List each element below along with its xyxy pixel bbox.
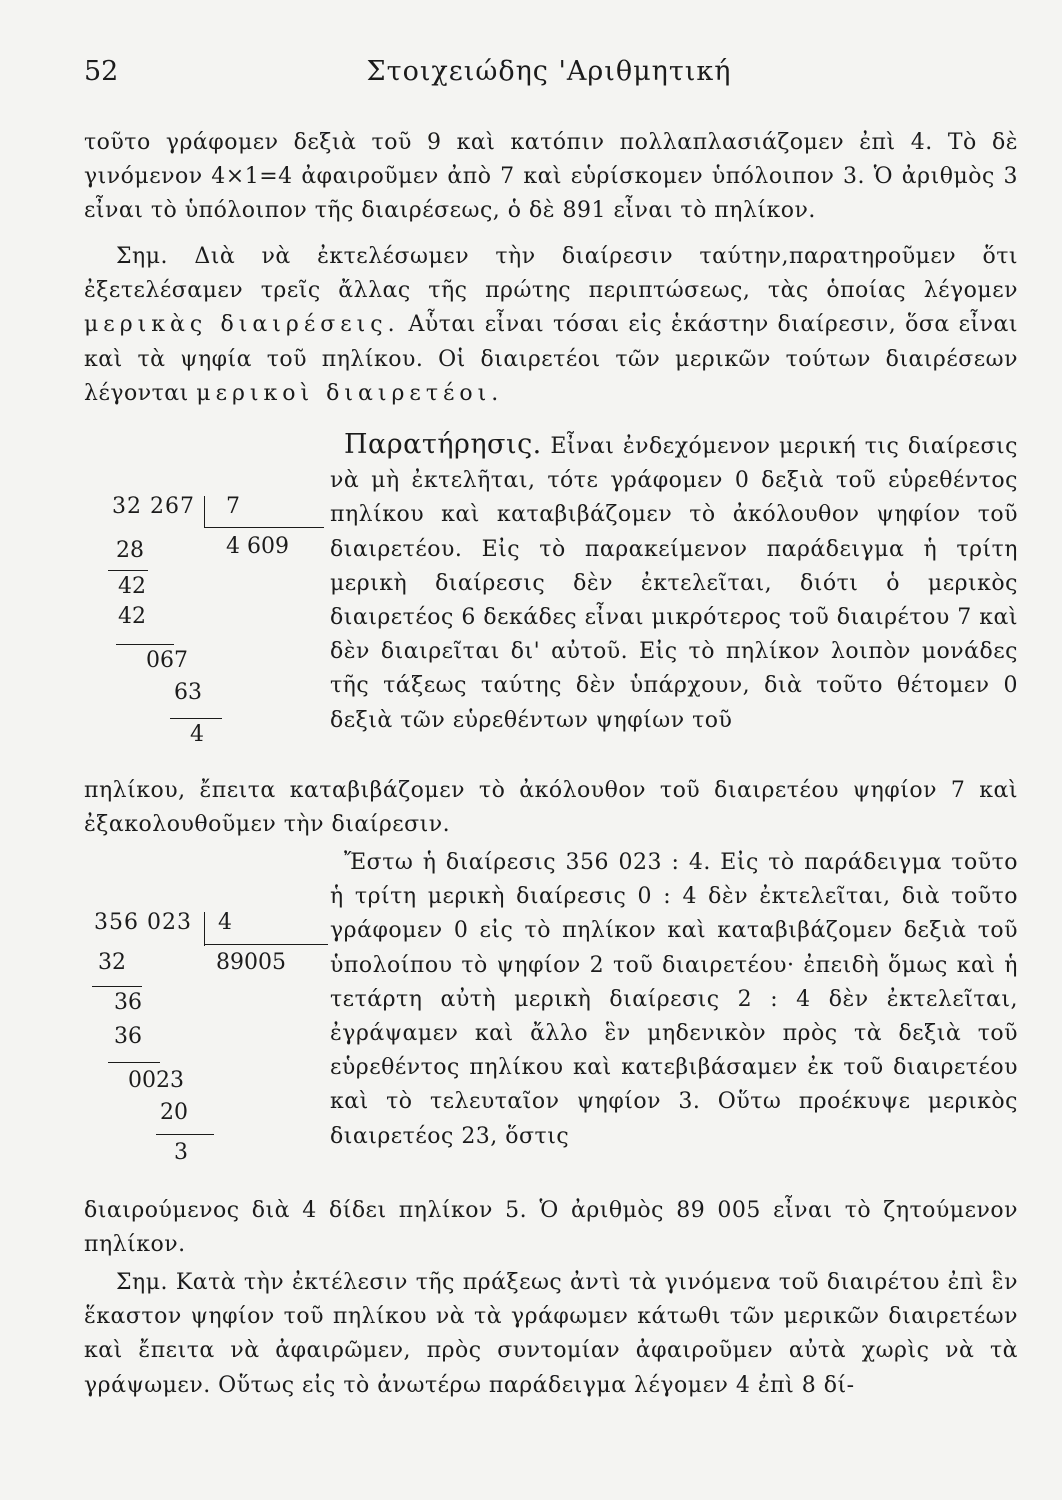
step-2-2: 36 (114, 990, 142, 1015)
term-partial-divisions: μερικὰς διαιρέσεις. (84, 312, 400, 338)
division-2-rule-1 (92, 986, 142, 987)
division-1-bar (204, 496, 205, 528)
division-2-rule-3 (156, 1134, 214, 1135)
division-1-rule-1 (108, 570, 148, 571)
observation-continuation: πηλίκου, ἔπειτα καταβιβάζομεν τὸ ἀκόλουθον τοῦ διαιρετέου ψηφίον 7 καὶ ἐξακολουθοῦμεν τὴν διαίρεσιν. (84, 778, 1018, 838)
example-2-continuation: διαιρούμενος διὰ 4 δίδει πηλίκον 5. Ὁ ἀριθμὸς 89 005 εἶναι τὸ ζητούμενον πηλίκον. (84, 1198, 1018, 1258)
observation-text (330, 428, 1018, 738)
example-2-text: Ἔστω ἡ διαίρεσις 356 023 : 4. Εἰς τὸ παράδειγμα τοῦτο ἡ τρίτη μερικὴ διαίρεσις 0 : 4 δὲν ἐκτελεῖται, διὰ τοῦτο γράφομεν 0 εἰς τὸ πηλίκον καὶ καταβιβάζομεν δεξιὰ τοῦ ὑπολοίπου τὸ ψηφίον 2 τοῦ διαιρετέου· ἐπειδὴ ὅμως καὶ ἡ τετάρτη αὐτὴ μερικὴ διαίρεσις 2 : 4 δὲν ἐκτελεῖται, ἐγράψαμεν καὶ ἄλλο ἓν μηδενικὸν πρὸς τὰ δεξιὰ τοῦ εὑρεθέντος πηλίκου καὶ κατεβιβάσαμεν ἐκ τοῦ διαιρετέου καὶ τὸ τελευταῖον ψηφίον 3. Οὕτω προέκυψε μερικὸς διαιρετέος 23, ὅστις (330, 850, 1018, 1149)
divisor-1: 7 (226, 494, 240, 519)
division-2-rule-2 (108, 1062, 160, 1063)
page-number: 52 (84, 56, 119, 87)
note-text-mid: Αὗται εἶναι τόσαι εἰς ἑκάστην διαίρεσιν, ὅσα εἶναι καὶ τὰ ψηφία τοῦ πηλίκου. Οἱ διαιρετέοι τῶν μερικῶν τούτων διαιρέσεων λέγονται (84, 312, 1019, 406)
step-2-5: 20 (160, 1100, 188, 1125)
division-2-bar (204, 912, 205, 946)
note-text-start: Σημ. Διὰ νὰ ἐκτελέσωμεν τὴν διαίρεσιν ταύτην,παρατηροῦμεν ὅτι ἐξετελέσαμεν τρεῖς ἄλλας τῆς πρώτης περιπτώσεως, τὰς ὁποίας λέγομεν (84, 244, 1018, 304)
quotient-2: 89005 (216, 950, 286, 975)
step-1-1: 28 (116, 538, 144, 563)
step-1-6: 4 (190, 722, 204, 747)
step-2-6: 3 (174, 1140, 188, 1165)
division-1-quotient-rule (204, 527, 324, 528)
final-note: Σημ. Κατὰ τὴν ἐκτέλεσιν τῆς πράξεως ἀντὶ τὰ γινόμενα τοῦ διαιρέτου ἐπὶ ἓν ἕκαστον ψηφίον τοῦ πηλίκου νὰ τὰ γράφωμεν κάτωθι τῶν μερικῶν διαιρετέων καὶ ἔπειτα νὰ ἀφαιρῶμεν, πρὸς συντομίαν ἀφαιροῦμεν αὐτὰ χωρὶς νὰ τὰ γράψωμεν. Οὕτως εἰς τὸ ἀνωτέρω παράδειγμα λέγομεν 4 ἐπὶ 8 δί- (84, 1270, 1018, 1398)
division-2-quotient-rule (204, 944, 328, 945)
step-2-4: 0023 (128, 1068, 184, 1093)
division-1-rule-3 (170, 718, 222, 719)
observation-heading: Παρατήρησις. (344, 429, 542, 460)
step-1-2: 42 (118, 574, 146, 599)
note-paragraph (84, 240, 1018, 411)
division-1-rule-2 (116, 644, 174, 645)
divisor-2: 4 (218, 910, 232, 935)
step-2-1: 32 (98, 950, 126, 975)
term-partial-dividends: μερικοὶ διαιρετέοι. (196, 380, 504, 406)
observation-body: Εἶναι ἐνδεχόμενον μερική τις διαίρεσις νὰ μὴ ἐκτελῆται, τότε γράφομεν 0 δεξιὰ τοῦ εὑρεθέντος πηλίκου καὶ καταβιβάζομεν τὸ ἀκόλουθον ψηφίον τοῦ διαιρετέου. Εἰς τὸ παρακείμενον παράδειγμα ἡ τρίτη μερικὴ διαίρεσις δὲν ἐκτελεῖται, διότι ὁ μερικὸς διαιρετέος 6 δεκάδες εἶναι μικρότερος τοῦ διαιρέτου 7 καὶ δὲν διαιρεῖται δι' αὐτοῦ. Εἰς τὸ πηλίκον λοιπὸν μονάδες τῆς τάξεως ταύτης δὲν ὑπάρχουν, διὰ τοῦτο θέτομεν 0 δεξιὰ τῶν εὑρεθέντων ψηφίων τοῦ (330, 434, 1018, 733)
step-1-3: 42 (118, 604, 146, 629)
step-1-4: 067 (146, 648, 188, 673)
quotient-1: 4 609 (226, 534, 289, 559)
dividend-1: 32 267 (112, 494, 195, 519)
running-title: Στοιχειώδης 'Αριθμητική (366, 56, 732, 87)
paragraph-1: τοῦτο γράφομεν δεξιὰ τοῦ 9 καὶ κατόπιν πολλαπλασιάζομεν ἐπὶ 4. Τὸ δὲ γινόμενον 4×1=4 ἀφαιροῦμεν ἀπὸ 7 καὶ εὑρίσκομεν ὑπόλοιπον 3. Ὁ ἀριθμὸς 3 εἶναι τὸ ὑπόλοιπον τῆς διαιρέσεως, ὁ δὲ 891 εἶναι τὸ πηλίκον. (84, 130, 1018, 224)
page-header (84, 56, 1014, 96)
step-2-3: 36 (114, 1024, 142, 1049)
dividend-2: 356 023 (94, 910, 192, 935)
step-1-5: 63 (174, 680, 202, 705)
